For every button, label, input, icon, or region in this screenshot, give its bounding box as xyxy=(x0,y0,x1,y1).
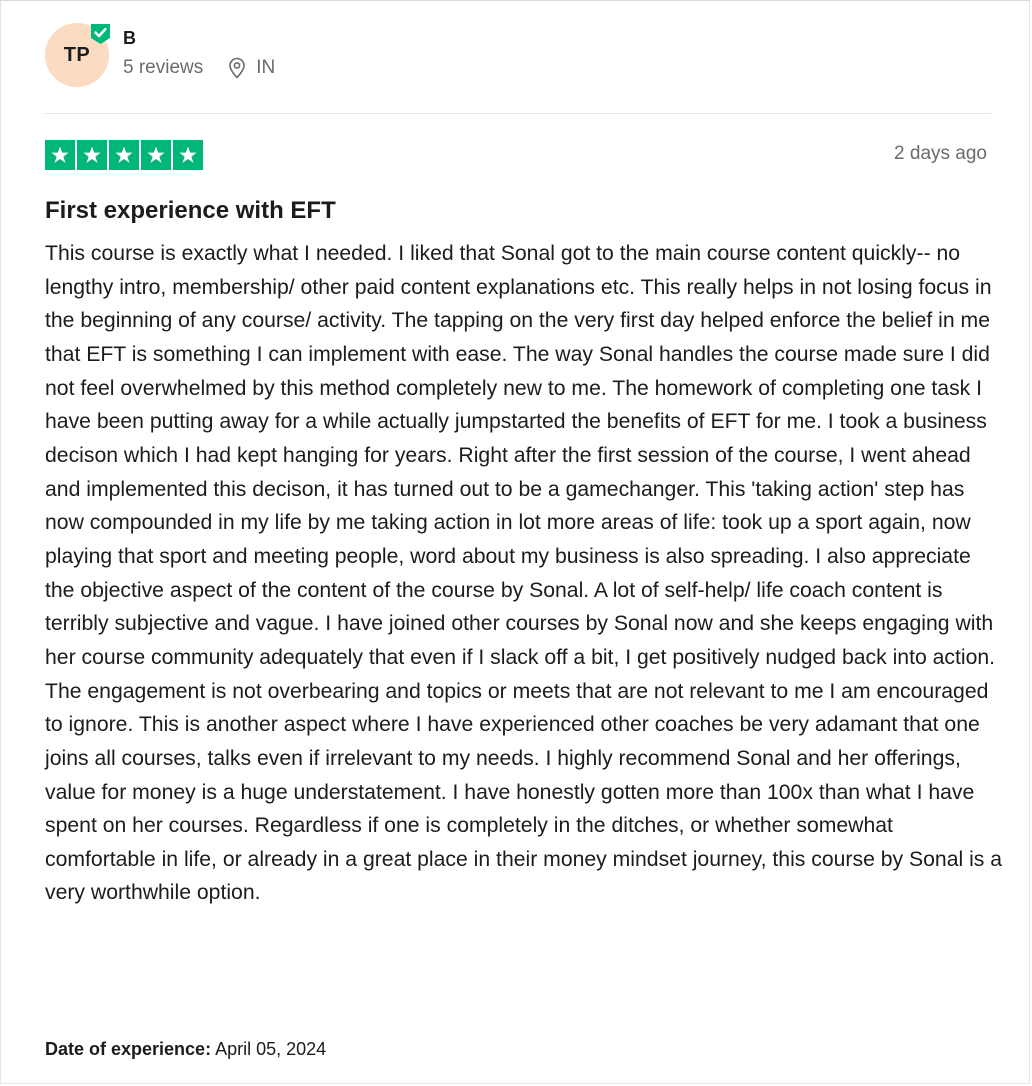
review-body: This course is exactly what I needed. I liked that Sonal got to the main course content quickly-- no lengthy intro, membership/ other paid content explanations etc. This really helps in not losing focus in the beginning of any course/ activity. The tapping on the very first day helped enforce the belief in me that EFT is something I can implement with ease. The way Sonal handles the course made sure I did not feel overwhelmed by this method completely new to me. The homework of completing one task I have been putting away for a while actually jumpstarted the benefits of EFT for me. I took a business decison which I had kept hanging for years. Right after the first session of the course, I went ahead and implemented this decison, it has turned out to be a gamechanger. This 'taking action' step has now compounded in my life by me taking action in lot more areas of life: took up a sport again, now playing that sport and meeting people, word about my business is also spreading. I also appreciate the objective aspect of the content of the course by Sonal. A lot of self-help/ life coach content is terribly subjective and vague. I have joined other courses by Sonal now and she keeps engaging with her course community adequately that even if I slack off a bit, I get positively nudged back into action. The engagement is not overbearing and topics or meets that are not relevant to me I am encouraged to ignore. This is another aspect where I have experienced other coaches be very adamant that one joins all courses, talks even if irrelevant to my needs. I highly recommend Sonal and her offerings, value for money is a huge understatement. I have honestly gotten more than 100x than what I have spent on her courses. Regardless if one is completely in the ditches, or whether somewhat comfortable in life, or already in a great place in their money mindset journey, this course by Sonal is a very worthwhile option. xyxy=(45,242,1003,905)
review-date: 2 days ago xyxy=(894,143,987,164)
reviewer-location xyxy=(227,57,275,79)
reviews-count: 5 reviews xyxy=(123,57,204,78)
star-rating xyxy=(45,140,203,170)
review-title[interactable]: First experience with EFT xyxy=(45,197,336,224)
reviewer-meta xyxy=(123,57,275,79)
reviewer-info xyxy=(123,27,275,79)
avatar-initials: TP xyxy=(63,43,91,66)
location-code: IN xyxy=(256,57,276,78)
header-divider xyxy=(45,113,991,114)
star-icon xyxy=(45,140,75,170)
star-icon xyxy=(141,140,171,170)
star-icon xyxy=(77,140,107,170)
reviewer-name[interactable]: B xyxy=(123,28,136,48)
date-of-experience xyxy=(45,1038,326,1060)
location-pin-icon xyxy=(227,57,247,79)
verified-badge-icon xyxy=(91,24,110,44)
avatar[interactable] xyxy=(45,23,109,87)
reviewer-header xyxy=(45,23,275,91)
star-icon xyxy=(109,140,139,170)
experience-date: April 05, 2024 xyxy=(215,1039,327,1059)
experience-label: Date of experience: xyxy=(45,1039,212,1059)
star-icon xyxy=(173,140,203,170)
